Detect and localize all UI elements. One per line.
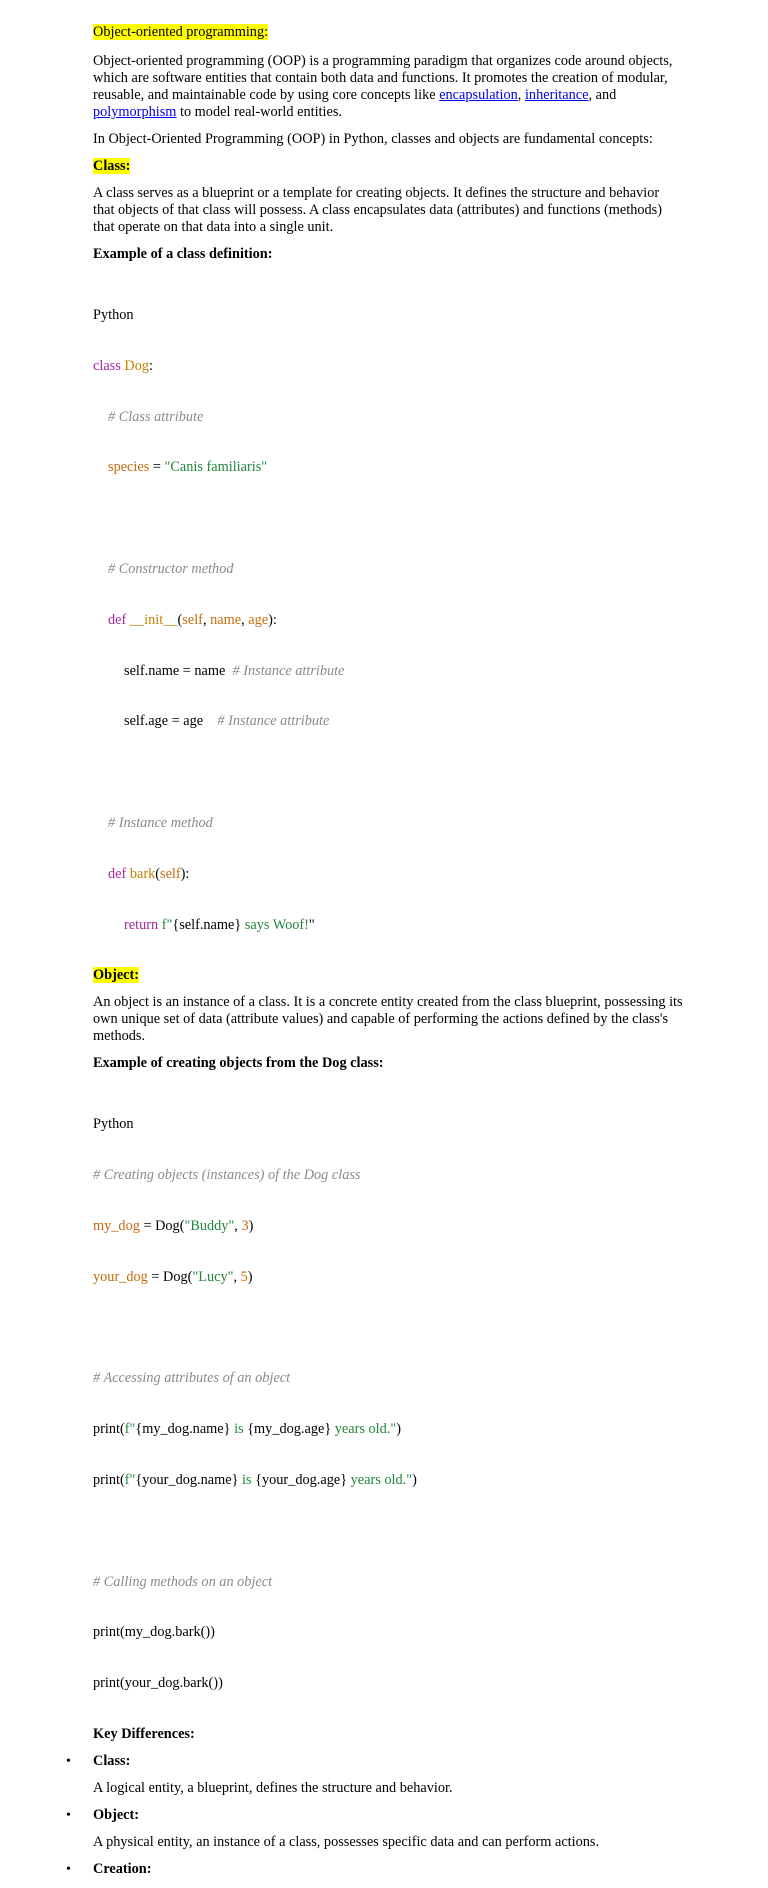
code-line: return f"{self.name} says Woof!" [124, 916, 315, 933]
code-line: your_dog = Dog("Lucy", 5) [93, 1268, 253, 1285]
code-line: print(f"{your_dog.name} is {your_dog.age} years old.") [93, 1471, 417, 1488]
list-item-creation [66, 1860, 683, 1878]
object-heading: Object: [93, 967, 140, 984]
oop-definition-paragraph: Object-oriented programming (OOP) is a programming paradigm that organizes code around objects, which are software entities that contain both data and functions. It promotes the creation of modular, reusable, and maintainable code by using core concepts like encapsulation, inheritance, and polymorphism to model real-world entities. [93, 53, 673, 120]
list-item-label: Object: [93, 1806, 140, 1823]
code-line: class Dog: [93, 357, 153, 374]
code-language-label: Python [93, 1116, 134, 1133]
list-item-object [66, 1806, 683, 1824]
inheritance-link[interactable]: inheritance [524, 87, 589, 103]
code-line: # Constructor method [108, 560, 234, 577]
bullet-icon: • [66, 1861, 71, 1877]
code-line: self.name = name # Instance attribute [124, 662, 345, 679]
object-description: An object is an instance of a class. It is a concrete entity created from the class blueprint, possessing its own unique set of data (attribute values) and capable of performing the actions defined by the class's methods. [93, 994, 683, 1045]
class-example-title: Example of a class definition: [93, 246, 273, 262]
class-code-block [93, 273, 683, 967]
key-differences-title: Key Differences: [93, 1725, 195, 1742]
list-item-text: A logical entity, a blueprint, defines the structure and behavior. [93, 1779, 453, 1796]
list-item-class [66, 1752, 683, 1770]
object-example-title: Example of creating objects from the Dog class: [93, 1055, 384, 1072]
code-line: my_dog = Dog("Buddy", 3) [93, 1217, 254, 1234]
code-language-label: Python [93, 307, 134, 323]
code-line: print(my_dog.bark()) [93, 1624, 215, 1641]
encapsulation-link[interactable]: encapsulation [439, 87, 518, 103]
code-line: species = "Canis familiaris" [108, 459, 268, 476]
code-line: self.age = age # Instance attribute [124, 713, 330, 730]
code-line: def bark(self): [108, 865, 190, 882]
list-item-text: A physical entity, an instance of a class, possesses specific data and can perform actions. [93, 1833, 600, 1850]
list-item-label: Class: [93, 1752, 131, 1769]
bullet-icon: • [66, 1753, 71, 1769]
class-heading: Class: [93, 158, 131, 174]
polymorphism-link[interactable]: polymorphism [93, 104, 177, 120]
code-line: def __init__(self, name, age): [108, 611, 277, 628]
code-line: # Accessing attributes of an object [93, 1370, 291, 1387]
list-item-label: Creation: [93, 1860, 152, 1877]
code-line: # Calling methods on an object [93, 1573, 273, 1590]
section-heading-oop: Object-oriented programming: [93, 24, 269, 40]
python-oop-intro-paragraph: In Object-Oriented Programming (OOP) in Python, classes and objects are fundamental concepts: [93, 131, 653, 147]
code-line: print(your_dog.bark()) [93, 1675, 223, 1692]
code-line: # Class attribute [108, 408, 204, 425]
code-line: # Instance method [108, 814, 213, 831]
code-line: # Creating objects (instances) of the Dog class [93, 1167, 361, 1184]
bullet-icon: • [66, 1807, 71, 1823]
code-line: print(f"{my_dog.name} is {my_dog.age} years old.") [93, 1421, 401, 1438]
class-description: A class serves as a blueprint or a template for creating objects. It defines the structure and behavior that objects of that class will possess. A class encapsulates data (attributes) and functions (methods) that operate on that data into a single unit. [93, 185, 662, 235]
object-code-block [93, 1082, 683, 1726]
document-page [66, 24, 683, 1888]
